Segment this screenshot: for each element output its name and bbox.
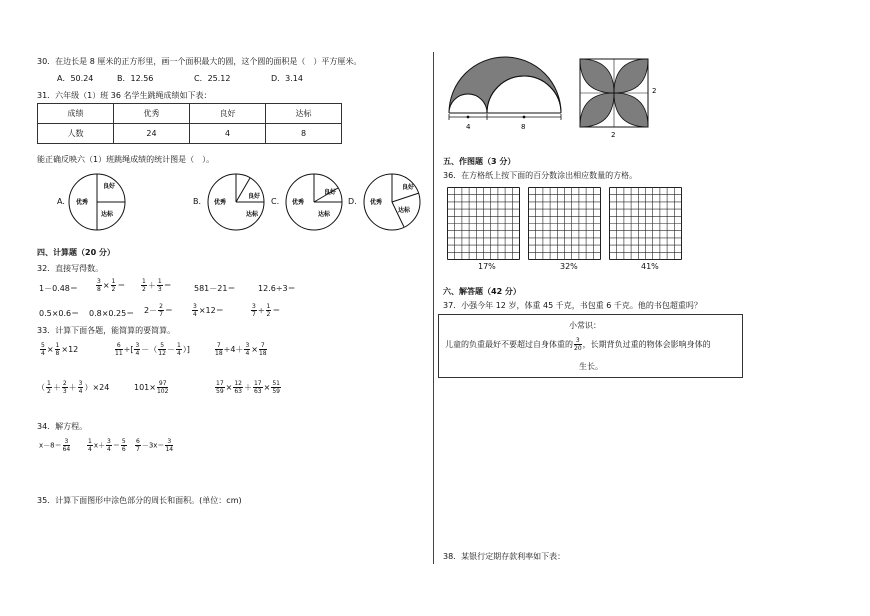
dimension-label-4: 4 bbox=[466, 123, 471, 131]
q32-r2-e: $\frac{3}{7}$ ÷ $\frac{1}{2}$ ＝ bbox=[252, 303, 281, 318]
question-30: 30．在边长是 8 厘米的正方形里，画一个面积最大的圆，这个圆的面积是（ ）平方厘米。 bbox=[37, 57, 362, 66]
q34-a: x－8＝ $\frac{3}{64}$ bbox=[39, 438, 71, 453]
pie-b-good: 良好 bbox=[248, 193, 261, 200]
pie-b-pass: 达标 bbox=[246, 211, 259, 218]
question-33: 33．计算下面各题，能简算的要简算。 bbox=[37, 326, 176, 335]
q32-r1-e: 12.6÷3＝ bbox=[258, 284, 296, 293]
tip-box bbox=[438, 314, 743, 378]
pie-a-good: 良好 bbox=[103, 183, 116, 190]
pie-option-c-label: C. bbox=[271, 197, 280, 206]
question-36: 36．在方格纸上按下面的百分数涂出相应数量的方格。 bbox=[443, 171, 638, 180]
table-header: 良好 bbox=[190, 104, 266, 124]
table-header: 成绩 bbox=[38, 104, 114, 124]
tip-line-1: 儿童的负重最好不要超过自身体重的 $\frac{3}{20}$ ，长期背负过重的物体会影响身体的 bbox=[445, 337, 711, 352]
q30-option-b: B．12.56 bbox=[117, 74, 154, 83]
side-label-2: 2 bbox=[652, 87, 657, 95]
tip-title: 小常识： bbox=[569, 321, 601, 330]
q30-option-c: C．25.12 bbox=[194, 74, 231, 83]
question-35: 35．计算下面图形中涂色部分的周长和面积。(单位：cm) bbox=[37, 496, 242, 505]
grid-label-41: 41% bbox=[641, 262, 659, 271]
center-dot bbox=[467, 116, 470, 119]
pie-chart-b bbox=[206, 172, 266, 232]
grid-paper-1 bbox=[446, 186, 521, 261]
q32-r2-d: $\frac{3}{4}$ ×12＝ bbox=[193, 303, 224, 318]
petal-square-figure bbox=[578, 57, 663, 142]
bottom-label-2: 2 bbox=[611, 131, 616, 139]
pie-c-pass: 达标 bbox=[318, 211, 331, 218]
question-38: 38．某银行定期存款利率如下表： bbox=[443, 552, 566, 561]
question-32: 32．直接写得数。 bbox=[37, 264, 104, 273]
pie-option-d-label: D. bbox=[348, 197, 357, 206]
pie-b-excellent: 优秀 bbox=[214, 199, 227, 206]
q32-r2-c: 2－ $\frac{2}{7}$ ＝ bbox=[144, 303, 173, 318]
pie-a-pass: 达标 bbox=[101, 211, 114, 218]
pie-chart-d bbox=[362, 172, 422, 232]
section-6-title: 六、解答题（42 分） bbox=[443, 287, 521, 296]
q33-r1-a: $\frac{5}{4}$ × $\frac{1}{8}$ ×12 bbox=[41, 342, 79, 357]
q32-r1-d: 581－21＝ bbox=[194, 284, 236, 293]
column-divider bbox=[433, 52, 434, 564]
pie-option-b-label: B. bbox=[193, 197, 202, 206]
pie-d-pass: 达标 bbox=[398, 207, 411, 214]
pie-d-good: 良好 bbox=[402, 184, 415, 191]
q34-c: $\frac{6}{7}$ －3x＝ $\frac{3}{14}$ bbox=[136, 438, 174, 453]
q30-option-d: D．3.14 bbox=[271, 74, 303, 83]
grid-paper-2 bbox=[527, 186, 602, 261]
score-table bbox=[37, 103, 342, 144]
pie-c-good: 良好 bbox=[324, 189, 337, 196]
section-4-title: 四、计算题（20 分） bbox=[37, 248, 115, 257]
question-37: 37．小强今年 12 岁，体重 45 千克，书包重 6 千克。他的书包超重吗？ bbox=[443, 301, 702, 310]
table-header: 优秀 bbox=[114, 104, 190, 124]
pie-chart-c bbox=[284, 172, 344, 232]
q32-r2-a: 0.5×0.6＝ bbox=[39, 309, 80, 318]
pie-option-a-label: A. bbox=[57, 197, 65, 206]
q33-r2-c: $\frac{17}{59}$ × $\frac{12}{63}$ ＋ $\frac{17}{63}$ × $\frac{51}{59}$ bbox=[216, 380, 280, 395]
table-header: 达标 bbox=[266, 104, 342, 124]
table-cell: 24 bbox=[114, 124, 190, 144]
grid-lines bbox=[610, 188, 682, 260]
q31-ask: 能正确反映六（1）班跳绳成绩的统计图是（ ）。 bbox=[37, 155, 215, 164]
table-row bbox=[38, 104, 342, 124]
table-cell: 人数 bbox=[38, 124, 114, 144]
grid-paper-3 bbox=[608, 186, 683, 261]
semicircle-figure bbox=[447, 58, 567, 138]
q33-r1-c: $\frac{7}{18}$ ÷4＋ $\frac{3}{4}$ × $\frac{7}{18}$ bbox=[215, 342, 267, 357]
q33-r2-a: （ $\frac{1}{2}$ ＋ $\frac{2}{3}$ ＋ $\frac{3}{4}$ ）×24 bbox=[37, 380, 110, 395]
q33-r2-b: 101× $\frac{97}{102}$ bbox=[134, 380, 169, 395]
pie-c-excellent: 优秀 bbox=[292, 199, 305, 206]
table-row bbox=[38, 124, 342, 144]
table-cell: 4 bbox=[190, 124, 266, 144]
table-cell: 8 bbox=[266, 124, 342, 144]
section-5-title: 五、作图题（3 分） bbox=[443, 157, 516, 166]
dimension-label-8: 8 bbox=[521, 123, 526, 131]
q32-r2-b: 0.8×0.25＝ bbox=[89, 309, 135, 318]
q34-b: $\frac{1}{4}$ x＋ $\frac{3}{4}$ ＝ $\frac{5}{6}$ bbox=[88, 438, 126, 453]
grid-lines bbox=[529, 188, 601, 260]
center-dot bbox=[523, 116, 526, 119]
question-34: 34．解方程。 bbox=[37, 422, 88, 431]
pie-chart-a bbox=[67, 172, 127, 232]
grid-lines bbox=[448, 188, 520, 260]
q32-r1-a: 1－0.48＝ bbox=[39, 284, 78, 293]
q32-r1-b: $\frac{3}{8}$ × $\frac{1}{2}$ ＝ bbox=[97, 278, 126, 293]
question-31: 31．六年级（1）班 36 名学生跳绳成绩如下表： bbox=[37, 91, 212, 100]
pie-a-excellent: 优秀 bbox=[76, 199, 89, 206]
grid-label-17: 17% bbox=[478, 262, 496, 271]
tip-line-2: 生长。 bbox=[579, 362, 603, 371]
grid-label-32: 32% bbox=[560, 262, 578, 271]
q32-r1-c: $\frac{1}{2}$ ＋ $\frac{1}{3}$ ＝ bbox=[142, 278, 172, 293]
q33-r1-b: $\frac{6}{11}$ ÷[ $\frac{3}{4}$ －（ $\frac{5}{12}$ － $\frac{1}{4}$ ）] bbox=[115, 342, 190, 357]
pie-d-excellent: 优秀 bbox=[370, 199, 383, 206]
q30-option-a: A．50.24 bbox=[57, 74, 94, 83]
